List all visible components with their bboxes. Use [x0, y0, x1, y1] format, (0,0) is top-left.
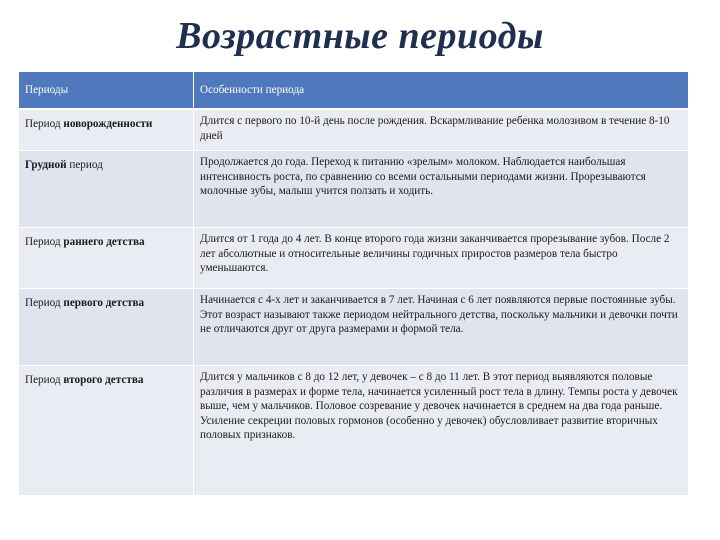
- table-row: [19, 289, 689, 366]
- period-description-cell: Начинается с 4-х лет и заканчивается в 7 лет. Начиная с 6 лет появляются первые постоянные зубы. Этот возраст называют также периодом нейтрального детства, поскольку мальчики и девочки почти не отличаются друг от друга размерами и формой тела.: [194, 289, 689, 366]
- period-prefix: Период: [25, 297, 64, 309]
- period-description-cell: Длится от 1 года до 4 лет. В конце второго года жизни заканчивается прорезывание зубов. После 2 лет абсолютные и относительные величины годичных приростов размеров тела быстро уменьшаются.: [194, 228, 689, 289]
- page-title: Возрастные периоды: [176, 15, 544, 57]
- period-name-cell: [19, 366, 194, 496]
- table-row: [19, 151, 689, 228]
- periods-table: [19, 72, 689, 496]
- period-description-cell: Длится с первого по 10-й день после рождения. Вскармливание ребенка молозивом в течение 8-10 дней: [194, 110, 689, 151]
- period-name: раннего детства: [63, 236, 145, 248]
- period-name: первого детства: [63, 297, 145, 309]
- period-suffix: период: [66, 159, 103, 171]
- period-prefix: Период: [25, 236, 64, 248]
- period-prefix: Период: [25, 374, 64, 386]
- column-header-features: Особенности периода: [194, 72, 689, 110]
- table-row: [19, 228, 689, 289]
- table-row: [19, 110, 689, 151]
- period-prefix: Период: [25, 118, 64, 130]
- column-header-periods: Периоды: [19, 72, 194, 110]
- period-name: новорожденности: [63, 118, 153, 130]
- period-name-cell: [19, 110, 194, 151]
- period-description-cell: Продолжается до года. Переход к питанию «зрелым» молоком. Наблюдается наибольшая интенсивность роста, по сравнению со всеми остальными периодами жизни. Прорезываются молочные зубы, малыш учится ползать и ходить.: [194, 151, 689, 228]
- table-header-row: [19, 72, 689, 110]
- period-name-cell: [19, 289, 194, 366]
- table-row: [19, 366, 689, 496]
- period-name: второго детства: [63, 374, 144, 386]
- period-name-cell: [19, 228, 194, 289]
- period-name-cell: [19, 151, 194, 228]
- period-description-cell: Длится у мальчиков с 8 до 12 лет, у девочек – с 8 до 11 лет. В этот период выявляются половые различия в размерах и форме тела, начинается усиленный рост тела в длину. Темпы роста у девочек выше, чем у мальчиков. Половое созревание у девочек начинается в среднем на два года раньше. Усиление секреции половых гормонов (особенно у девочек) обусловливает развитие вторичных половых признаков.: [194, 366, 689, 496]
- period-name: Грудной: [25, 159, 67, 171]
